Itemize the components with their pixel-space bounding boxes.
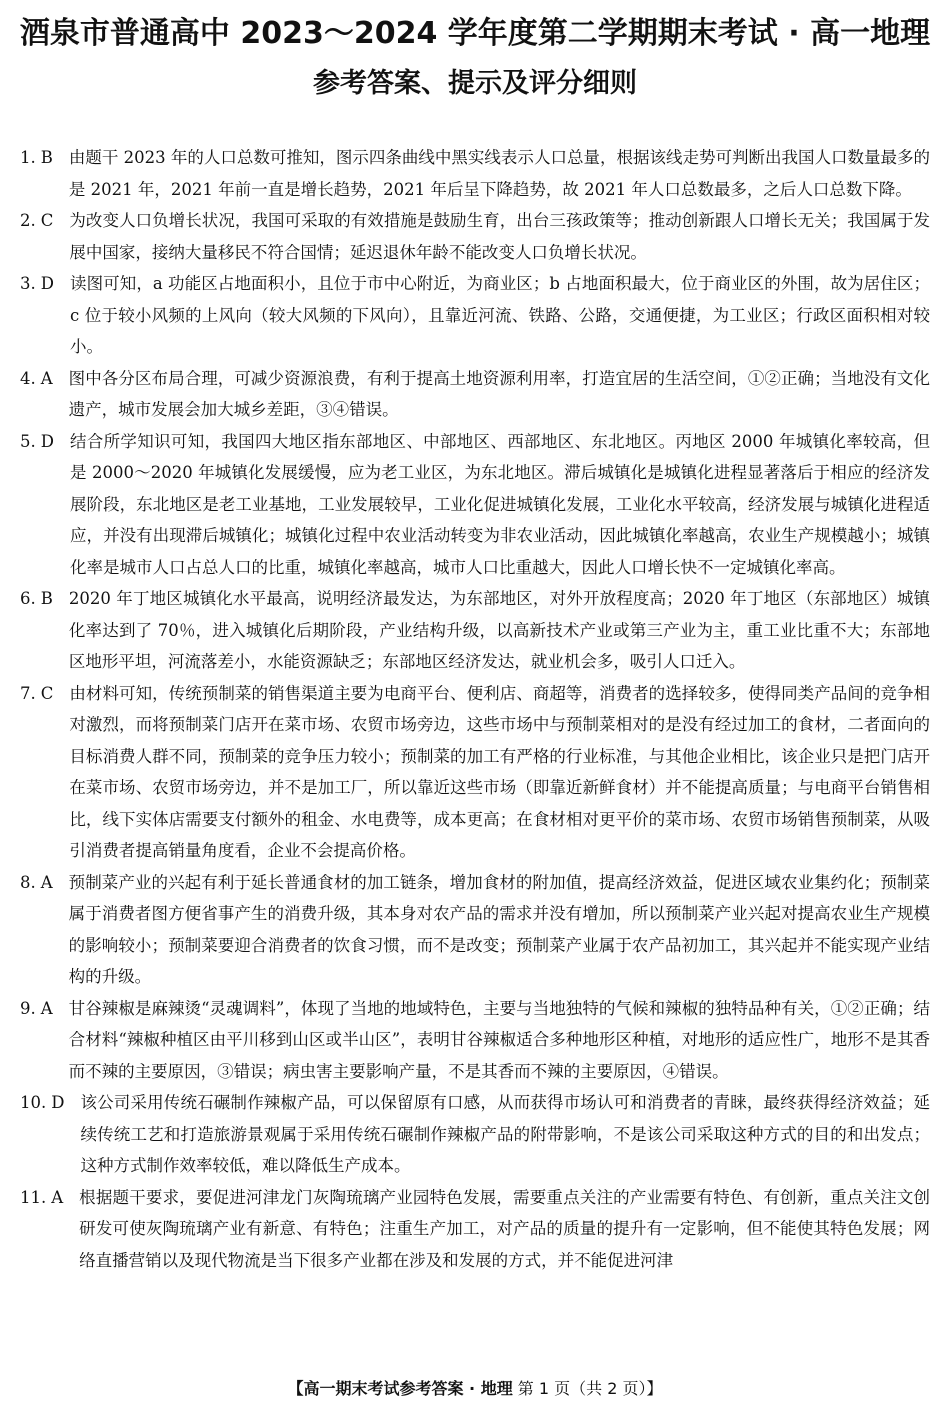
answer-choice: B [40, 148, 53, 167]
answer-choice: A [40, 998, 53, 1018]
answer-explanation: 根据题干要求，要促进河津龙门灰陶琉璃产业园特色发展，需要重点关注的产业需要有特色、有创新，重点关注文创研发可使灰陶琉璃产业有新意、有特色；注重生产加工，对产品的质量的提升有一定影响，但不能使其特色发展；网络直播营销以及现代物流是当下很多产业都在涉及和发展的方式，并不能促进河津 [79, 1187, 930, 1270]
answer-item [20, 426, 930, 584]
answer-explanation: 该公司采用传统石碾制作辣椒产品，可以保留原有口感，从而获得市场认可和消费者的青睐，最终获得经济效益；延续传统工艺和打造旅游景观属于采用传统石碾制作辣椒产品的附带影响，不是该公司采取这种方式的目的和出发点；这种方式制作效率较低，难以降低生产成本。 [80, 1093, 930, 1175]
question-number: 3. [20, 274, 36, 293]
answer-explanation: 读图可知，a 功能区占地面积小，且位于市中心附近，为商业区；b 占地面积最大，位于商业区的外围，故为居住区；c 位于较小风频的上风向（较大风频的下风向），且靠近河流、铁路、公路，交通便捷，为工业区；行政区面积相对较小。 [69, 274, 930, 356]
answer-explanation: 为改变人口负增长状况，我国可采取的有效措施是鼓励生育，出台三孩政策等；推动创新跟人口增长无关；我国属于发展中国家，接纳大量移民不符合国情；延迟退休年龄不能改变人口负增长状况。 [69, 211, 930, 262]
answer-choice: D [40, 431, 54, 451]
question-number: 4. [20, 368, 36, 388]
answer-choice: C [40, 683, 54, 703]
question-number: 1. [20, 148, 36, 167]
page-title: 酒泉市普通高中 2023～2024 学年度第二学期期末考试 · 高一地理 [19, 16, 931, 51]
question-number: 7. [20, 683, 36, 703]
answer-item [20, 583, 930, 678]
answer-choice: A [51, 1187, 64, 1207]
page-subtitle: 参考答案、提示及评分细则 [313, 68, 637, 99]
question-number: 6. [20, 589, 36, 608]
answer-choice: D [51, 1093, 65, 1112]
answer-choice: A [40, 872, 53, 892]
answer-item [20, 1087, 930, 1182]
answer-item [20, 678, 930, 867]
page-footer [0, 1375, 950, 1403]
question-number: 2. [20, 211, 36, 230]
question-number: 5. [20, 431, 36, 451]
answer-explanation: 由材料可知，传统预制菜的销售渠道主要为电商平台、便利店、商超等，消费者的选择较多，使得同类产品间的竞争相对激烈，而将预制菜门店开在菜市场、农贸市场旁边，这些市场中与预制菜相对的是没有经过加工的食材，二者面向的目标消费人群不同，预制菜的竞争压力较小；预制菜的加工有严格的行业标准，与其他企业相比，该企业只是把门店开在菜市场、农贸市场旁边，并不是加工厂，所以靠近这些市场（即靠近新鲜食材）并不能提高质量；与电商平台销售相比，线下实体店需要支付额外的租金、水电费等，成本更高；在食材相对更平价的菜市场、农贸市场销售预制菜，从吸引消费者提高销量角度看，企业不会提高价格。 [69, 683, 930, 860]
question-number: 8. [20, 872, 36, 892]
answer-item [20, 993, 930, 1088]
answer-explanation: 甘谷辣椒是麻辣烫“灵魂调料”，体现了当地的地域特色，主要与当地独特的气候和辣椒的独特品种有关，①②正确；结合材料“辣椒种植区由平川移到山区或半山区”，表明甘谷辣椒适合多种地形区种植，对地形的适应性广，地形不是其香而不辣的主要原因，③错误；病虫害主要影响产量，不是其香而不辣的主要原因，④错误。 [68, 998, 930, 1081]
answer-item [20, 142, 930, 205]
answer-explanation: 图中各分区布局合理，可减少资源浪费，有利于提高土地资源利用率，打造宜居的生活空间，①②正确；当地没有文化遗产，城市发展会加大城乡差距，③④错误。 [68, 368, 930, 419]
answer-list [20, 142, 930, 1276]
answer-choice: C [40, 211, 54, 230]
question-number: 10. [20, 1093, 47, 1112]
question-number: 11. [20, 1187, 47, 1207]
answer-item [20, 1182, 930, 1277]
footer-page-number: 第 1 页（共 2 页）】 [517, 1379, 663, 1398]
answer-explanation: 预制菜产业的兴起有利于延长普通食材的加工链条，增加食材的附加值，提高经济效益，促进区域农业集约化；预制菜属于消费者图方便省事产生的消费升级，其本身对农产品的需求并没有增加，所以预制菜产业兴起对提高农业生产规模的影响较小；预制菜要迎合消费者的饮食习惯，而不是改变；预制菜产业属于农产品初加工，其兴起并不能实现产业结构的升级。 [68, 872, 930, 986]
question-number: 9. [20, 998, 36, 1018]
answer-item [20, 867, 930, 993]
answer-explanation: 由题干 2023 年的人口总数可推知，图示四条曲线中黑实线表示人口总量，根据该线走势可判断出我国人口数量最多的是 2021 年，2021 年前一直是增长趋势，2021 年后呈下降趋势，故 2021 年人口总数最多，之后人口总数下降。 [68, 148, 930, 199]
answer-item [20, 363, 930, 426]
answer-explanation: 结合所学知识可知，我国四大地区指东部地区、中部地区、西部地区、东北地区。丙地区 2000 年城镇化率较高，但是 2000～2020 年城镇化发展缓慢，应为老工业区，为东北地区。滞后城镇化是城镇化进程显著落后于相应的经济发展阶段，东北地区是老工业基地，工业发展较早，工业化促进城镇化发展，工业化水平较高，经济发展与城镇化进程适应，并没有出现滞后城镇化；城镇化过程中农业活动转变为非农业活动，因此城镇化率越高，农业生产规模越小；城镇化率是城市人口占总人口的比重，城镇化率越高，城市人口比重越大，因此人口增长快不一定城镇化率高。 [69, 431, 930, 577]
answer-choice: A [40, 368, 53, 388]
answer-item [20, 268, 930, 363]
footer-label: 【高一期末考试参考答案 · 地理 [287, 1379, 513, 1398]
answer-choice: B [40, 589, 53, 608]
answer-item [20, 205, 930, 268]
answer-explanation: 2020 年丁地区城镇化水平最高，说明经济最发达，为东部地区，对外开放程度高；2020 年丁地区（东部地区）城镇化率达到了 70％，进入城镇化后期阶段，产业结构升级，以高新技术产业或第三产业为主，重工业比重不大；东部地区地形平坦，河流落差小，水能资源缺乏；东部地区经济发达，就业机会多，吸引人口迁入。 [68, 589, 930, 671]
answer-choice: D [40, 274, 54, 293]
